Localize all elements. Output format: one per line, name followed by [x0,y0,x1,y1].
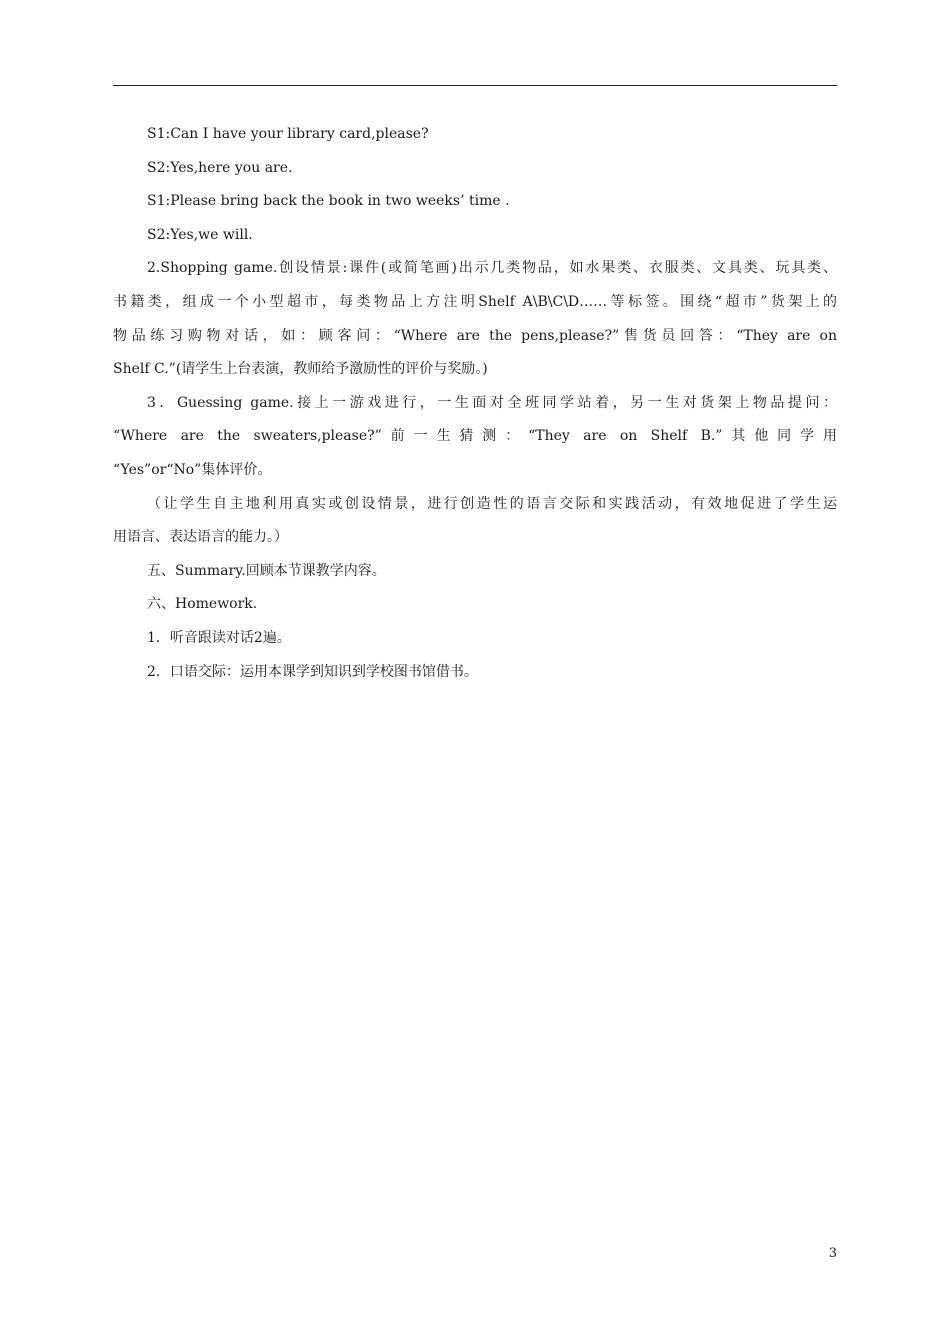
dialogue-line: S1:Can I have your library card,please? [147,126,429,142]
section-heading-homework: 六、Homework. [147,596,258,613]
dialogue-line: S2:Yes,we will. [147,226,253,243]
document-body [113,118,837,689]
paragraph-line: （让学生自主地利用真实或创设情景，进行创造性的语言交际和实践活动，有效地促进了学生运 [147,495,837,512]
paragraph-line: 2.Shopping game.创设情景:课件(或简笔画)出示几类物品，如水果类、衣服类、文具类、玩具类、 [147,260,837,277]
paragraph-line: “Yes”or“No”集体评价。 [113,461,272,478]
header-rule [113,85,837,86]
paragraph-line: “Where are the sweaters,please?”前一生猜测：“They are on Shelf B.”其他同学用 [113,428,837,445]
homework-item: 1．听音跟读对话2遍。 [147,629,291,646]
section-heading-summary: 五、Summary.回顾本节课教学内容。 [147,562,386,579]
paragraph-line: 书籍类，组成一个小型超市，每类物品上方注明Shelf A\B\C\D……等标签。围绕“超市”货架上的 [113,293,837,310]
dialogue-line: S2:Yes,here you are. [147,159,293,176]
paragraph-line: Shelf C.”(请学生上台表演，教师给予激励性的评价与奖励。) [113,361,488,378]
page-number: 3 [828,1246,837,1261]
paragraph-line: 物品练习购物对话，如：顾客问：“Where are the pens,please?”售货员回答：“They are on [113,327,837,344]
paragraph-line: 3．Guessing game.接上一游戏进行，一生面对全班同学站着，另一生对货架上物品提问： [147,394,837,411]
paragraph-line: 用语言、表达语言的能力。） [113,529,288,546]
homework-item: 2．口语交际：运用本课学到知识到学校图书馆借书。 [147,663,478,680]
dialogue-line: S1:Please bring back the book in two weeks’ time . [147,193,510,210]
